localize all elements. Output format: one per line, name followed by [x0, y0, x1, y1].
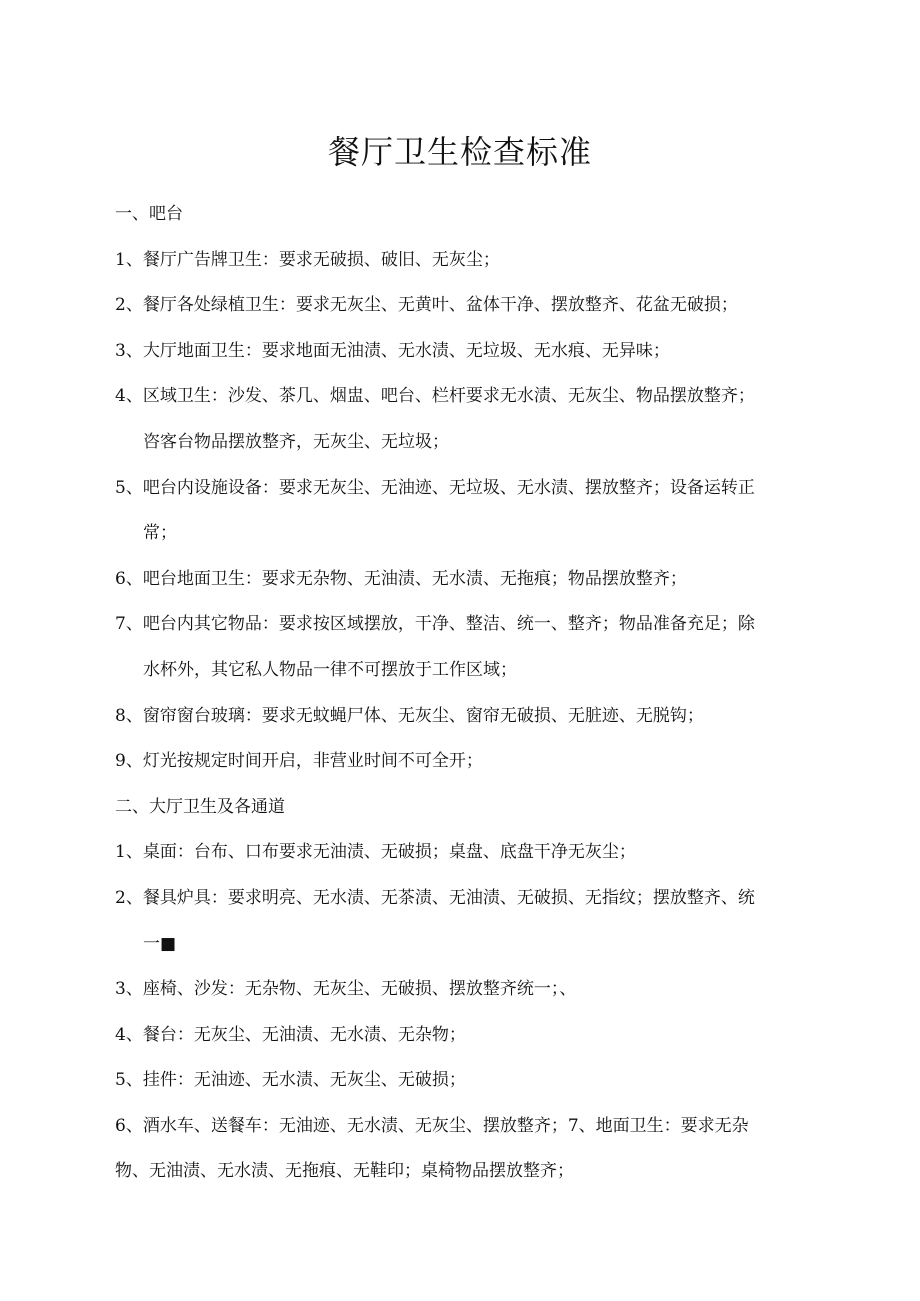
- document-body: [115, 192, 815, 1195]
- list-item: 2、餐厅各处绿植卫生：要求无灰尘、无黄叶、盆体干净、摆放整齐、花盆无破损；: [115, 295, 738, 316]
- list-item: 5、挂件：无油迹、无水渍、无灰尘、无破损；: [115, 1070, 466, 1091]
- list-item: 4、餐台：无灰尘、无油渍、无水渍、无杂物；: [115, 1024, 466, 1045]
- list-item: 1、桌面：台布、口布要求无油渍、无破损；桌盘、底盘干净无灰尘；: [115, 842, 636, 863]
- list-item-continuation: 水杯外，其它私人物品一律不可摆放于工作区域；: [143, 659, 517, 680]
- list-item: 2、餐具炉具：要求明亮、无水渍、无茶渍、无油渍、无破损、无指纹；摆放整齐、统: [115, 887, 755, 908]
- list-item: 9、灯光按规定时间开启，非营业时间不可全开；: [115, 751, 483, 772]
- list-item-continuation: 一■: [143, 933, 177, 954]
- list-item: 3、座椅、沙发：无杂物、无灰尘、无破损、摆放整齐统一；、: [115, 979, 577, 1000]
- list-item: 1、餐厅广告牌卫生：要求无破损、破旧、无灰尘；: [115, 249, 500, 270]
- document-title: 餐厅卫生检查标准: [327, 133, 592, 171]
- list-item: 5、吧台内设施设备：要求无灰尘、无油迹、无垃圾、无水渍、摆放整齐；设备运转正: [115, 477, 755, 498]
- list-item: 4、区域卫生：沙发、茶几、烟盅、吧台、栏杆要求无水渍、无灰尘、物品摆放整齐；: [115, 386, 755, 407]
- list-item-continuation: 常；: [143, 523, 177, 544]
- section-heading-hall: 二、大厅卫生及各通道: [115, 796, 285, 817]
- list-item: 3、大厅地面卫生：要求地面无油渍、无水渍、无垃圾、无水痕、无异味；: [115, 340, 670, 361]
- list-item: 6、吧台地面卫生：要求无杂物、无油渍、无水渍、无拖痕；物品摆放整齐；: [115, 568, 687, 589]
- list-item: 7、吧台内其它物品：要求按区域摆放，干净、整洁、统一、整齐；物品准备充足；除: [115, 614, 755, 635]
- list-item: 物、无油渍、无水渍、无拖痕、无鞋印；桌椅物品摆放整齐；: [115, 1161, 574, 1182]
- list-item: 6、酒水车、送餐车：无油迹、无水渍、无灰尘、摆放整齐；7、地面卫生：要求无杂: [115, 1115, 749, 1136]
- list-item: 8、窗帘窗台玻璃：要求无蚊蝇尸体、无灰尘、窗帘无破损、无脏迹、无脱钩；: [115, 705, 704, 726]
- section-heading-bar: 一、吧台: [115, 204, 183, 224]
- list-item-continuation: 咨客台物品摆放整齐，无灰尘、无垃圾；: [143, 431, 449, 452]
